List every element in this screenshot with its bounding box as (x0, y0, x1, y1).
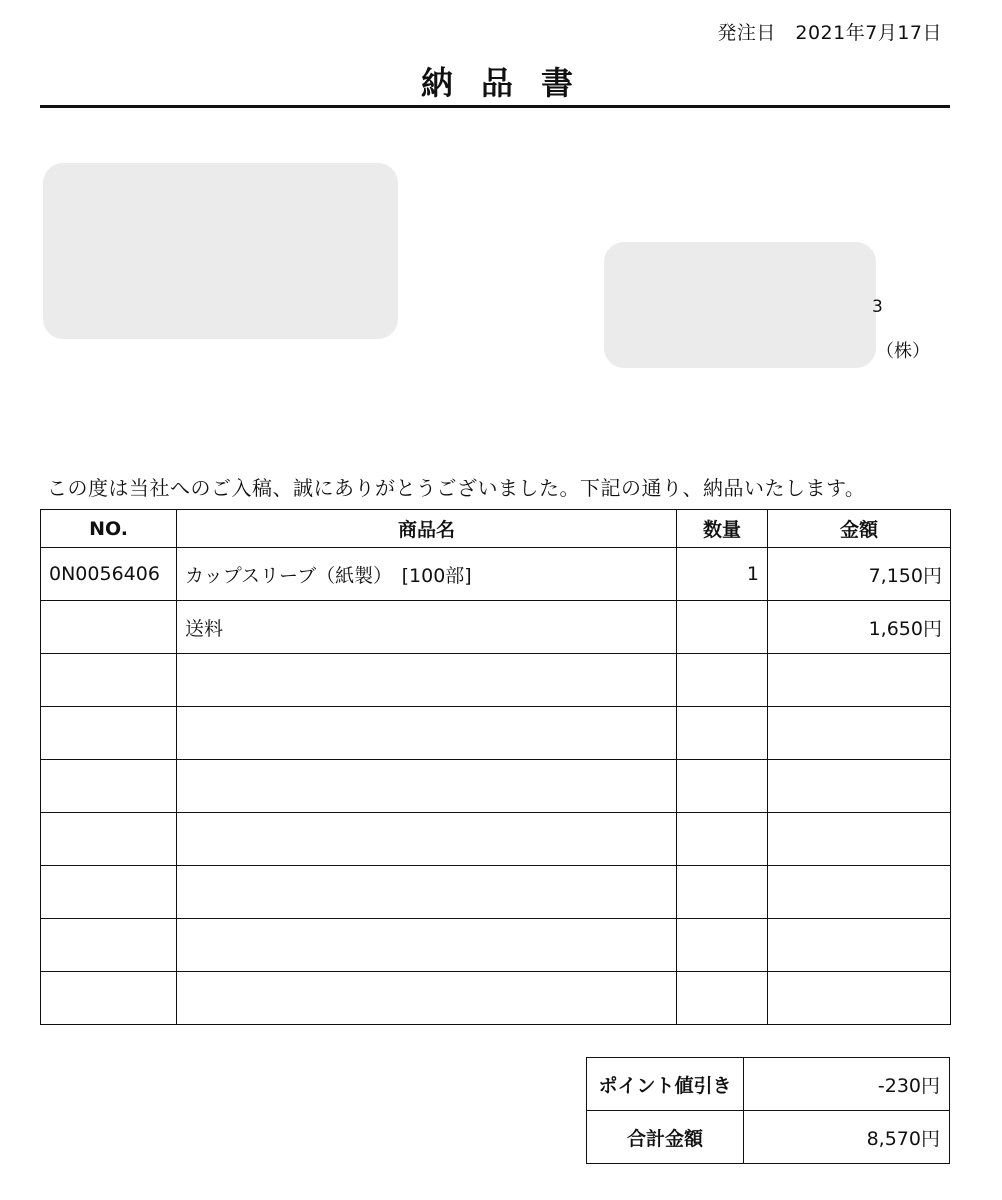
document-title: 納品書 (420, 64, 601, 102)
table-row (41, 813, 951, 866)
cell-product-name (177, 919, 677, 972)
cell-amount (768, 760, 951, 813)
table-row (41, 654, 951, 707)
cell-no (41, 654, 177, 707)
items-table-header (41, 510, 951, 548)
cell-amount (768, 813, 951, 866)
header-quantity: 数量 (677, 510, 768, 548)
header-amount: 金額 (768, 510, 951, 548)
cell-product-name (177, 654, 677, 707)
table-row (41, 548, 951, 601)
cell-no: 0N0056406 (41, 548, 177, 601)
header-product-name: 商品名 (177, 510, 677, 548)
items-table (40, 509, 951, 1025)
table-row (41, 760, 951, 813)
cell-quantity (677, 760, 768, 813)
cell-no (41, 813, 177, 866)
cell-quantity (677, 654, 768, 707)
title-divider (40, 105, 950, 108)
points-discount-label: ポイント値引き (587, 1058, 744, 1111)
sender-company-suffix: （株） (876, 341, 930, 362)
order-date: 発注日 2021年7月17日 (717, 22, 942, 44)
header-no: NO. (41, 510, 177, 548)
cell-quantity: 1 (677, 548, 768, 601)
cell-no (41, 866, 177, 919)
cell-amount (768, 866, 951, 919)
cell-amount (768, 972, 951, 1025)
totals-table (586, 1057, 950, 1164)
table-row (41, 866, 951, 919)
cell-product-name: カップスリーブ（紙製） [100部] (177, 548, 677, 601)
cell-quantity (677, 866, 768, 919)
cell-quantity (677, 813, 768, 866)
cell-quantity (677, 707, 768, 760)
cell-amount: 7,150円 (768, 548, 951, 601)
sender-address-fragment: 3 (872, 297, 883, 317)
points-discount-row (587, 1058, 950, 1111)
cell-product-name (177, 760, 677, 813)
table-row (41, 601, 951, 654)
cell-amount: 1,650円 (768, 601, 951, 654)
cell-amount (768, 707, 951, 760)
table-row (41, 972, 951, 1025)
delivery-message: この度は当社へのご入稿、誠にありがとうございました。下記の通り、納品いたします。 (47, 476, 866, 500)
grand-total-row (587, 1111, 950, 1164)
cell-no (41, 707, 177, 760)
cell-no (41, 919, 177, 972)
points-discount-value: -230円 (744, 1058, 950, 1111)
cell-product-name (177, 813, 677, 866)
cell-quantity (677, 972, 768, 1025)
sender-redacted-block (604, 242, 876, 368)
cell-quantity (677, 919, 768, 972)
cell-product-name (177, 866, 677, 919)
cell-no (41, 601, 177, 654)
table-row (41, 707, 951, 760)
cell-no (41, 760, 177, 813)
table-row (41, 919, 951, 972)
cell-amount (768, 919, 951, 972)
cell-product-name: 送料 (177, 601, 677, 654)
cell-product-name (177, 707, 677, 760)
recipient-redacted-block (43, 163, 398, 339)
cell-amount (768, 654, 951, 707)
grand-total-value: 8,570円 (744, 1111, 950, 1164)
grand-total-label: 合計金額 (587, 1111, 744, 1164)
cell-quantity (677, 601, 768, 654)
cell-product-name (177, 972, 677, 1025)
cell-no (41, 972, 177, 1025)
